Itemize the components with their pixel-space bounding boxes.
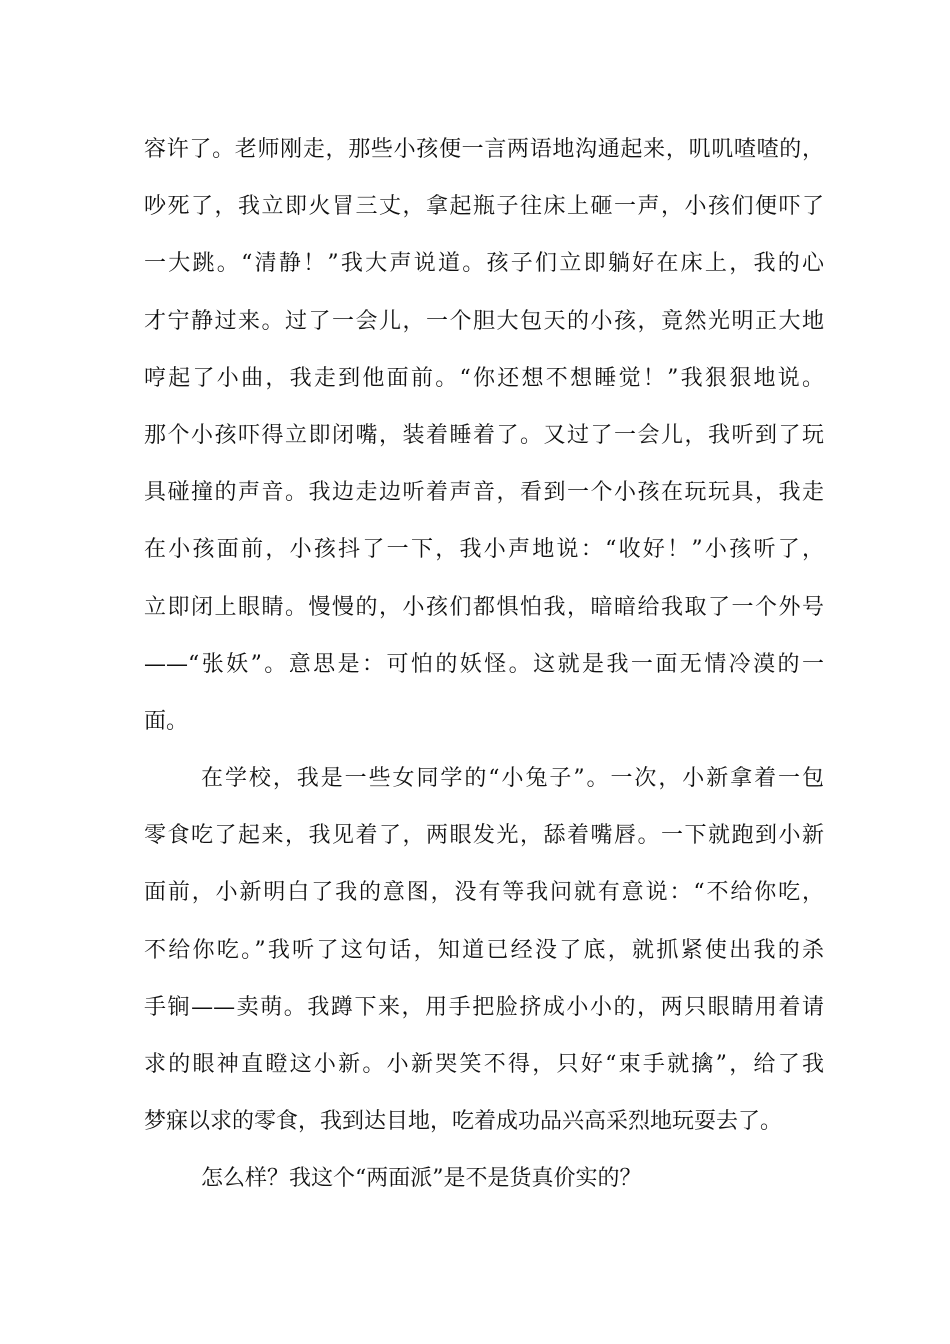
text-line: 求的眼神直瞪这小新。小新哭笑不得，只好“束手就擒”，给了我: [144, 1052, 824, 1077]
text-line: 梦寐以求的零食，我到达目地，吃着成功品兴高采烈地玩耍去了。: [144, 1109, 783, 1135]
text-line: 面。: [144, 708, 189, 734]
text-line: 那个小孩吓得立即闭嘴，装着睡着了。又过了一会儿，我听到了玩: [144, 422, 824, 448]
text-line: 不给你吃。”我听了这句话，知道已经没了底，就抓紧使出我的杀: [144, 937, 824, 963]
text-line: 容许了。老师刚走，那些小孩便一言两语地沟通起来，叽叽喳喳的，: [144, 137, 824, 162]
text-line: 一大跳。“清静！”我大声说道。孩子们立即躺好在床上，我的心: [144, 251, 824, 277]
text-line: 手锏——卖萌。我蹲下来，用手把脸挤成小小的，两只眼睛用着请: [144, 994, 824, 1020]
text-line: 在小孩面前，小孩抖了一下，我小声地说：“收好！”小孩听了，: [144, 537, 824, 563]
text-line: 哼起了小曲，我走到他面前。“你还想不想睡觉！”我狠狠地说。: [144, 365, 824, 391]
text-line: ——“张妖”。意思是：可怕的妖怪。这就是我一面无情冷漠的一: [144, 651, 824, 677]
text-line: 零食吃了起来，我见着了，两眼发光，舔着嘴唇。一下就跑到小新: [144, 823, 824, 849]
paragraph-first-line: 怎么样？我这个“两面派”是不是货真价实的？: [201, 1166, 642, 1192]
paragraph-first-line: 在学校，我是一些女同学的“小兔子”。一次，小新拿着一包: [201, 766, 824, 792]
text-line: 立即闭上眼睛。慢慢的，小孩们都惧怕我，暗暗给我取了一个外号: [144, 594, 824, 620]
text-line: 具碰撞的声音。我边走边听着声音，看到一个小孩在玩玩具，我走: [144, 480, 824, 506]
text-line: 才宁静过来。过了一会儿，一个胆大包天的小孩，竟然光明正大地: [144, 308, 824, 334]
body-text: [144, 130, 824, 1217]
text-line: 面前，小新明白了我的意图，没有等我问就有意说：“不给你吃，: [144, 880, 824, 906]
text-line: 吵死了，我立即火冒三丈，拿起瓶子往床上砸一声，小孩们便吓了: [144, 194, 824, 220]
